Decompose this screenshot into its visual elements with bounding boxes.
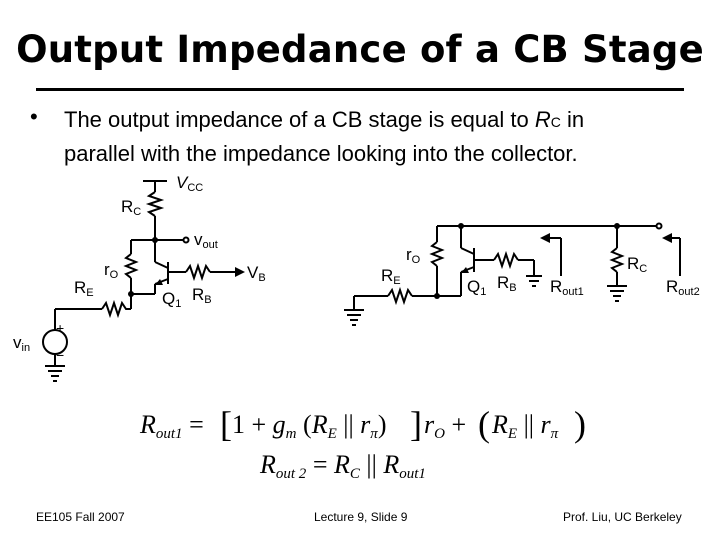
svg-text:Rout1 =: Rout1 = bbox=[140, 410, 204, 442]
svg-text:Rout 2 = RC || Rout1: Rout 2 = RC || Rout1 bbox=[260, 450, 426, 482]
svg-text:): ) bbox=[574, 404, 586, 444]
label-rc-left: RC bbox=[121, 197, 142, 218]
label-re-left: RE bbox=[74, 278, 94, 299]
svg-text:]: ] bbox=[410, 404, 422, 444]
label-plus: + bbox=[56, 320, 65, 336]
svg-text:RE || rπ: RE || rπ bbox=[492, 410, 559, 442]
svg-text:rO +: rO + bbox=[424, 410, 467, 442]
footer-slide-number: Lecture 9, Slide 9 bbox=[314, 510, 408, 524]
equation-rout1 bbox=[139, 404, 586, 444]
label-rb-left: RB bbox=[192, 285, 212, 306]
label-vb: VB bbox=[247, 263, 266, 284]
label-re-right: RE bbox=[381, 266, 401, 287]
label-vin: vin bbox=[13, 333, 31, 354]
label-ro-left: rO bbox=[104, 260, 119, 281]
label-q1-right: Q1 bbox=[467, 277, 487, 298]
bullet-line1-pre: The output impedance of a CB stage is equal to bbox=[64, 107, 535, 132]
label-ro-right: rO bbox=[406, 245, 421, 266]
bullet-line2: parallel with the impedance looking into the collector. bbox=[64, 141, 578, 166]
svg-text:[: [ bbox=[220, 404, 232, 444]
bullet-line1-post: in bbox=[560, 107, 585, 132]
equation-rout2 bbox=[259, 450, 426, 482]
svg-text:(: ( bbox=[478, 404, 490, 444]
label-q1-left: Q1 bbox=[162, 289, 182, 310]
label-rout1: Rout1 bbox=[550, 277, 584, 298]
bullet-sub: C bbox=[550, 114, 561, 130]
label-rc-right: RC bbox=[627, 254, 648, 275]
footer-author: Prof. Liu, UC Berkeley bbox=[563, 510, 682, 524]
slide-title: Output Impedance of a CB Stage bbox=[16, 28, 704, 71]
footer-course: EE105 Fall 2007 bbox=[36, 510, 125, 524]
label-vcc: VCC bbox=[176, 173, 204, 194]
label-vout: vout bbox=[194, 230, 218, 251]
label-minus: − bbox=[56, 347, 65, 363]
svg-text:1 + gm (RE || rπ): 1 + gm (RE || rπ) bbox=[232, 410, 387, 442]
label-rout2: Rout2 bbox=[666, 277, 700, 298]
bullet-marker: • bbox=[30, 104, 38, 129]
label-rb-right: RB bbox=[497, 273, 517, 294]
bullet-var: R bbox=[534, 107, 551, 132]
